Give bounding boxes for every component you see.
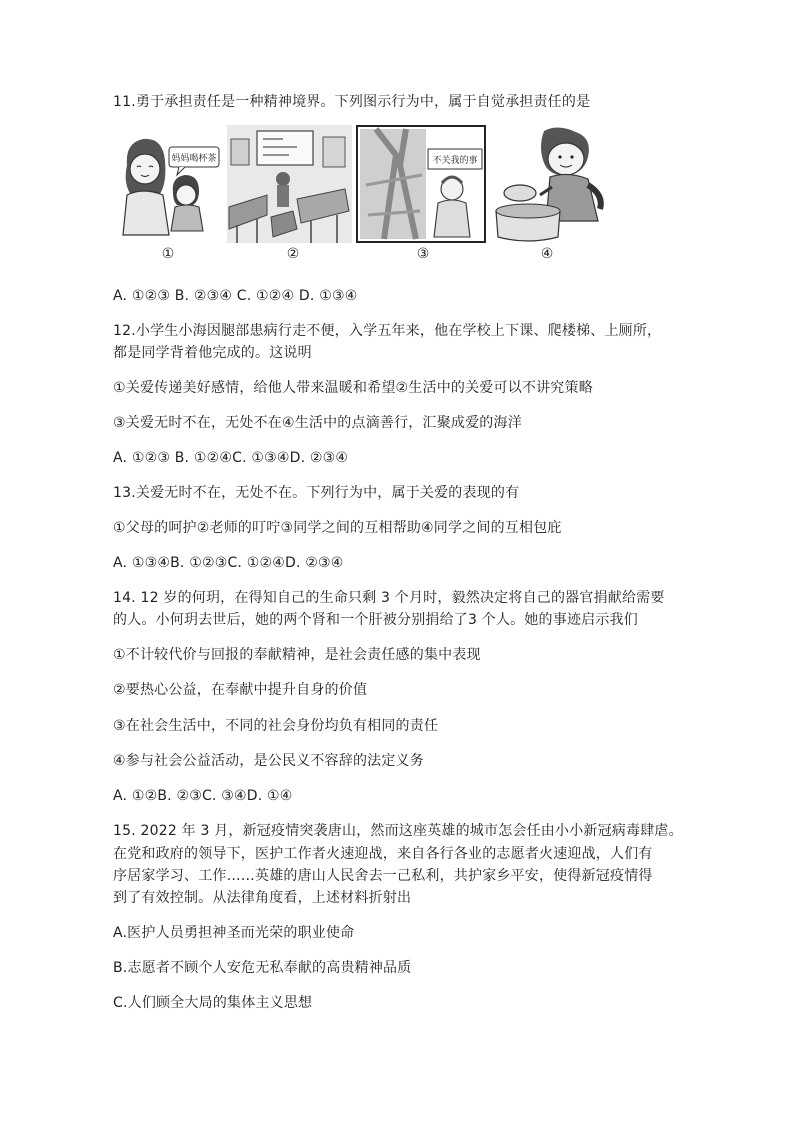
q12-item-line-2: ③关爱无时不在，无处不在④生活中的点滴善行，汇聚成爱的海洋 — [113, 415, 522, 431]
q11-picture-1 — [113, 125, 223, 243]
q11-stem: 11.勇于承担责任是一种精神境界。下列图示行为中，属于自觉承担责任的是 — [113, 94, 591, 110]
q12-stem-line-1: 12.小学生小海因腿部患病行走不便，入学五年来，他在学校上下课、爬楼梯、上厕所， — [113, 323, 662, 339]
q14-item-4: ④参与社会公益活动，是公民义不容辞的法定义务 — [113, 753, 424, 769]
q13-stem: 13.关爱无时不在，无处不在。下列行为中，属于关爱的表现的有 — [113, 485, 520, 501]
q11-options: A. ①②③ B. ②③④ C. ①②④ D. ①③④ — [113, 288, 358, 304]
q15-option-c: C.人们顾全大局的集体主义思想 — [113, 995, 313, 1011]
q11-picture-4 — [488, 125, 618, 243]
q15-stem-line-3: 序居家学习、工作……英雄的唐山人民舍去一己私利，共护家乡平安，使得新冠疫情得 — [113, 868, 653, 884]
q11-caption-3: ③ — [416, 246, 430, 262]
q12-stem-line-2: 都是同学背着他完成的。这说明 — [113, 345, 312, 361]
q14-item-1: ①不计较代价与回报的奉献精神，是社会责任感的集中表现 — [113, 647, 481, 663]
q11-bubble-1: 妈妈喝杯茶 — [171, 154, 217, 164]
q11-picture-3 — [356, 125, 486, 243]
q14-stem-line-1: 14. 12 岁的何玥，在得知自己的生命只剩 3 个月时，毅然决定将自己的器官捐献给需要 — [113, 590, 665, 606]
q14-item-2: ②要热心公益，在奉献中提升自身的价值 — [113, 682, 368, 698]
q11-caption-4: ④ — [540, 246, 554, 262]
q15-stem-line-2: 在党和政府的领导下，医护工作者火速迎战，来自各行各业的志愿者火速迎战，人们有 — [113, 846, 653, 862]
q11-caption-1: ① — [161, 246, 175, 262]
q11-picture-2 — [227, 125, 352, 243]
q12-options: A. ①②③ B. ①②④C. ①③④D. ②③④ — [113, 450, 349, 466]
q15-stem-line-4: 到了有效控制。从法律角度看，上述材料折射出 — [113, 890, 412, 906]
q15-option-b: B.志愿者不顾个人安危无私奉献的高贵精神品质 — [113, 960, 412, 976]
q13-items: ①父母的呵护②老师的叮咛③同学之间的互相帮助④同学之间的互相包庇 — [113, 520, 562, 536]
q12-item-line-1: ①关爱传递美好感情，给他人带来温暖和希望②生活中的关爱可以不讲究策略 — [113, 380, 593, 396]
q15-option-a: A.医护人员勇担神圣而光荣的职业使命 — [113, 925, 355, 941]
q15-stem-line-1: 15. 2022 年 3 月，新冠疫情突袭唐山，然而这座英雄的城市怎会任由小小新冠病毒肆虐。 — [113, 823, 683, 839]
q14-options: A. ①②B. ②③C. ③④D. ①④ — [113, 788, 293, 804]
q11-bubble-3: 不关我的事 — [432, 156, 478, 166]
q14-item-3: ③在社会生活中，不同的社会身份均负有相同的责任 — [113, 718, 439, 734]
q11-caption-2: ② — [286, 246, 300, 262]
q14-stem-line-2: 的人。小何玥去世后，她的两个肾和一个肝被分别捐给了3 个人。她的事迹启示我们 — [113, 612, 638, 628]
q13-options: A. ①③④B. ①②③C. ①②④D. ②③④ — [113, 555, 344, 571]
